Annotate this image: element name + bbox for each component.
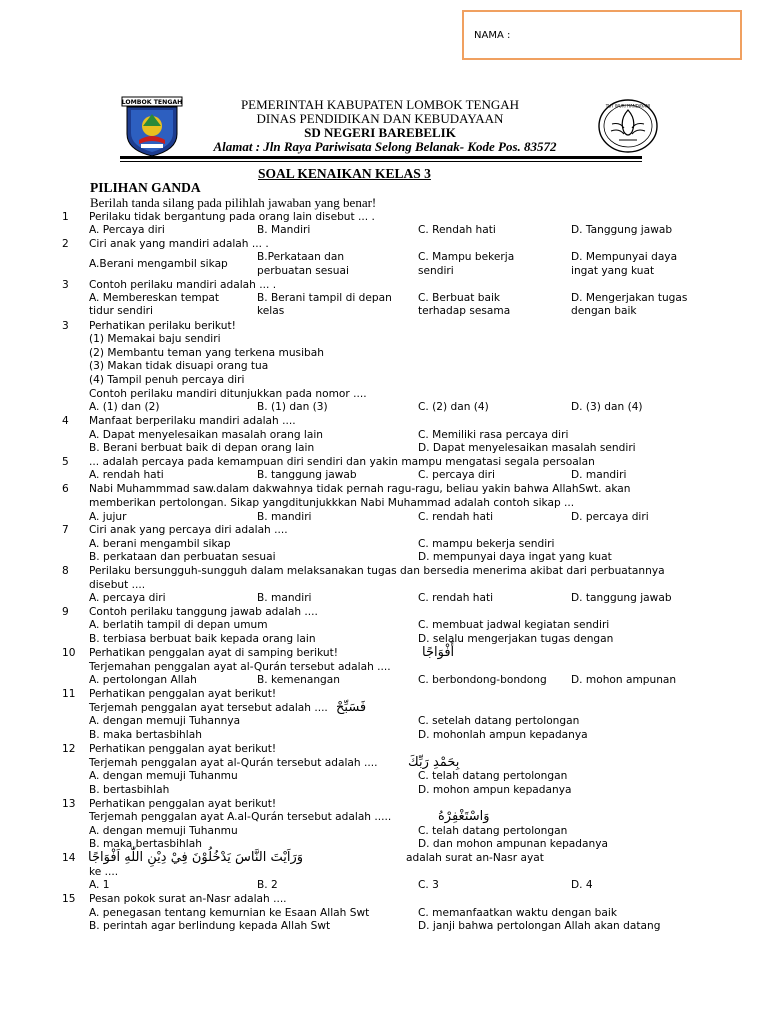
option-a: A. Dapat menyelesaikan masalah orang lain <box>89 429 324 441</box>
option-c: D. Dapat menyelesaikan masalah sendiri <box>418 442 636 454</box>
option-a: A. 1 <box>89 879 110 891</box>
question-text: Perhatikan perilaku berikut! <box>89 320 236 332</box>
question-text: adalah surat an-Nasr ayat <box>406 852 544 864</box>
question-text: Terjemah penggalan ayat tersebut adalah .... <box>89 702 328 714</box>
option-c: C. setelah datang pertolongan <box>418 715 580 727</box>
option-d: D. (3) dan (4) <box>571 401 643 413</box>
option-b: B. mandiri <box>257 511 312 523</box>
header-rule-thick <box>120 156 642 159</box>
option-c: C. (2) dan (4) <box>418 401 489 413</box>
tut-wuri-handayani-logo <box>597 98 659 154</box>
option-a: A. berani mengambil sikap <box>89 538 231 550</box>
question-number: 8 <box>62 565 69 577</box>
section-title: PILIHAN GANDA <box>90 180 201 195</box>
arabic-verse: فَسَبِّحْ <box>336 700 367 715</box>
question-text: Terjemah penggalan ayat A.al-Qurán tersebut adalah ..... <box>89 811 392 823</box>
logo-left-text: LOMBOK TENGAH <box>121 99 183 107</box>
option-d: D. percaya diri <box>571 511 649 523</box>
question-text: ... adalah percaya pada kemampuan diri sendiri dan yakin mampu mengatasi segala persoalan <box>89 456 595 468</box>
option-a: B. maka bertasbihlah <box>89 729 202 741</box>
question-text: Perhatikan penggalan ayat berikut! <box>89 743 277 755</box>
option-a: A. percaya diri <box>89 592 166 604</box>
option-c: sendiri <box>418 265 454 277</box>
question-number: 3 <box>62 320 69 332</box>
question-text: Perilaku tidak bergantung pada orang lain disebut ... . <box>89 211 375 223</box>
header-address: Alamat : Jln Raya Pariwisata Selong Belanak- Kode Pos. 83572 <box>213 139 557 154</box>
option-a: A. berlatih tampil di depan umum <box>89 619 268 631</box>
question-text: Manfaat berperilaku mandiri adalah .... <box>89 415 296 427</box>
option-a: B. Berani berbuat baik di depan orang lain <box>89 442 315 454</box>
question-text: Contoh perilaku tanggung jawab adalah .... <box>89 606 318 618</box>
option-a: A. penegasan tentang kemurnian ke Esaan Allah Swt <box>89 907 370 919</box>
option-a: B. maka bertasbihlah <box>89 838 202 850</box>
option-c: C. percaya diri <box>418 469 495 481</box>
option-c: C. Rendah hati <box>418 224 496 236</box>
option-d: D. Tanggung jawab <box>571 224 673 236</box>
question-text: (1) Memakai baju sendiri <box>89 333 221 345</box>
option-a: A. dengan memuji Tuhanmu <box>89 825 238 837</box>
question-number: 3 <box>62 279 69 291</box>
option-d: D. Mempunyai daya <box>571 251 678 263</box>
question-number: 12 <box>62 743 76 755</box>
question-text: Pesan pokok surat an-Nasr adalah .... <box>89 893 287 905</box>
option-c: C. Berbuat baik <box>418 292 501 304</box>
question-number: 10 <box>62 647 76 659</box>
option-c: C. Memiliki rasa percaya diri <box>418 429 569 441</box>
option-c: D. mohonlah ampun kepadanya <box>418 729 588 741</box>
question-text: Perhatikan penggalan ayat berikut! <box>89 688 277 700</box>
question-number: 14 <box>62 852 76 864</box>
question-number: 1 <box>62 211 69 223</box>
option-b: B. (1) dan (3) <box>257 401 328 413</box>
header-rule-thin <box>120 161 642 162</box>
option-d: D. 4 <box>571 879 593 891</box>
question-text: (3) Makan tidak disuapi orang tua <box>89 360 269 372</box>
question-number: 5 <box>62 456 69 468</box>
question-text: Perhatikan penggalan ayat di samping berikut! <box>89 647 339 659</box>
question-number: 6 <box>62 483 69 495</box>
option-c: D. mempunyai daya ingat yang kuat <box>418 551 612 563</box>
question-text: ke .... <box>89 866 119 878</box>
option-c: terhadap sesama <box>418 305 511 317</box>
option-b: B. mandiri <box>257 592 312 604</box>
option-c: C. rendah hati <box>418 592 494 604</box>
option-d: D. tanggung jawab <box>571 592 672 604</box>
option-c: C. berbondong-bondong <box>418 674 547 686</box>
question-number: 4 <box>62 415 69 427</box>
option-d: dengan baik <box>571 305 637 317</box>
arabic-verse: أَفْوَاجًا <box>422 645 455 660</box>
question-text: disebut .... <box>89 579 146 591</box>
question-text: memberikan pertolongan. Sikap yangditunjukkkan Nabi Muhammad adalah contoh sikap ... <box>89 497 575 509</box>
option-d: D. mandiri <box>571 469 627 481</box>
option-c: D. mohon ampun kepadanya <box>418 784 572 796</box>
question-text: Perilaku bersungguh-sungguh dalam melaksanakan tugas dan bersedia menerima akibat dari perbuatannya <box>89 565 665 577</box>
question-text: Ciri anak yang mandiri adalah ... . <box>89 238 269 250</box>
question-text: Ciri anak yang percaya diri adalah .... <box>89 524 288 536</box>
option-b: perbuatan sesuai <box>257 265 349 277</box>
option-c: D. dan mohon ampunan kepadanya <box>418 838 608 850</box>
option-a: tidur sendiri <box>89 305 153 317</box>
arabic-verse: وَاسْتَغْفِرْهُ <box>438 809 490 824</box>
question-number: 2 <box>62 238 69 250</box>
option-a: B. terbiasa berbuat baik kepada orang lain <box>89 633 316 645</box>
question-number: 11 <box>62 688 76 700</box>
option-b: B.Perkataan dan <box>257 251 345 263</box>
option-a: A. dengan memuji Tuhanmu <box>89 770 238 782</box>
question-text: Perhatikan penggalan ayat berikut! <box>89 798 277 810</box>
option-c: C. Mampu bekerja <box>418 251 515 263</box>
logo-right-text: TUT WURI HANDAYANI <box>605 103 651 109</box>
exam-title: SOAL KENAIKAN KELAS 3 <box>258 166 431 181</box>
option-d: D. mohon ampunan <box>571 674 677 686</box>
header-government: PEMERINTAH KABUPATEN LOMBOK TENGAH <box>240 97 520 112</box>
option-c: C. telah datang pertolongan <box>418 825 568 837</box>
question-text: (4) Tampil penuh percaya diri <box>89 374 245 386</box>
name-box[interactable] <box>462 10 742 60</box>
option-b: B. kemenangan <box>257 674 340 686</box>
arabic-verse: بِحَمْدِ رَبِّكَ <box>408 755 460 770</box>
option-d: ingat yang kuat <box>571 265 655 277</box>
question-text: Contoh perilaku mandiri ditunjukkan pada nomor .... <box>89 388 367 400</box>
option-a: A. pertolongan Allah <box>89 674 197 686</box>
option-b: B. Mandiri <box>257 224 311 236</box>
instruction-text: Berilah tanda silang pada pilihlah jawaban yang benar! <box>90 195 377 210</box>
option-c: C. telah datang pertolongan <box>418 770 568 782</box>
option-a: A. Percaya diri <box>89 224 165 236</box>
option-a: A.Berani mengambil sikap <box>89 258 228 270</box>
question-number: 7 <box>62 524 69 536</box>
option-a: A. (1) dan (2) <box>89 401 160 413</box>
question-number: 15 <box>62 893 76 905</box>
option-a: B. bertasbihlah <box>89 784 170 796</box>
option-c: D. selalu mengerjakan tugas dengan <box>418 633 614 645</box>
option-c: C. 3 <box>418 879 439 891</box>
option-c: C. rendah hati <box>418 511 494 523</box>
option-d: D. Mengerjakan tugas <box>571 292 688 304</box>
arabic-verse: وَرَاَيْتَ النَّاسَ يَدْخُلُوْنَ فِيْ دِيْنِ اللّٰهِ اَفْوَاجًا <box>88 850 304 865</box>
question-text: Terjemah penggalan ayat al-Qurán tersebut adalah .... <box>89 757 378 769</box>
option-a: B. perintah agar berlindung kepada Allah Swt <box>89 920 331 932</box>
option-a: A. Membereskan tempat <box>89 292 220 304</box>
option-b: B. tanggung jawab <box>257 469 357 481</box>
question-text: Terjemahan penggalan ayat al-Qurán tersebut adalah .... <box>89 661 391 673</box>
option-a: A. dengan memuji Tuhannya <box>89 715 241 727</box>
name-label: NAMA : <box>474 30 511 41</box>
option-c: C. mampu bekerja sendiri <box>418 538 555 550</box>
option-b: kelas <box>257 305 285 317</box>
option-c: C. membuat jadwal kegiatan sendiri <box>418 619 610 631</box>
option-a: B. perkataan dan perbuatan sesuai <box>89 551 276 563</box>
question-number: 9 <box>62 606 69 618</box>
option-c: D. janji bahwa pertolongan Allah akan datang <box>418 920 661 932</box>
question-text: Contoh perilaku mandiri adalah ... . <box>89 279 277 291</box>
question-number: 13 <box>62 798 76 810</box>
option-b: B. 2 <box>257 879 278 891</box>
header-department: DINAS PENDIDIKAN DAN KEBUDAYAAN <box>256 111 504 126</box>
option-b: B. Berani tampil di depan <box>257 292 392 304</box>
option-c: C. memanfaatkan waktu dengan baik <box>418 907 617 919</box>
option-a: A. rendah hati <box>89 469 164 481</box>
question-text: Nabi Muhammmad saw.dalam dakwahnya tidak pernah ragu-ragu, beliau yakin bahwa AllahSwt. akan <box>89 483 631 495</box>
header-school-name: SD NEGERI BAREBELIK <box>304 125 456 140</box>
option-a: A. jujur <box>89 511 127 523</box>
question-text: (2) Membantu teman yang terkena musibah <box>89 347 324 359</box>
